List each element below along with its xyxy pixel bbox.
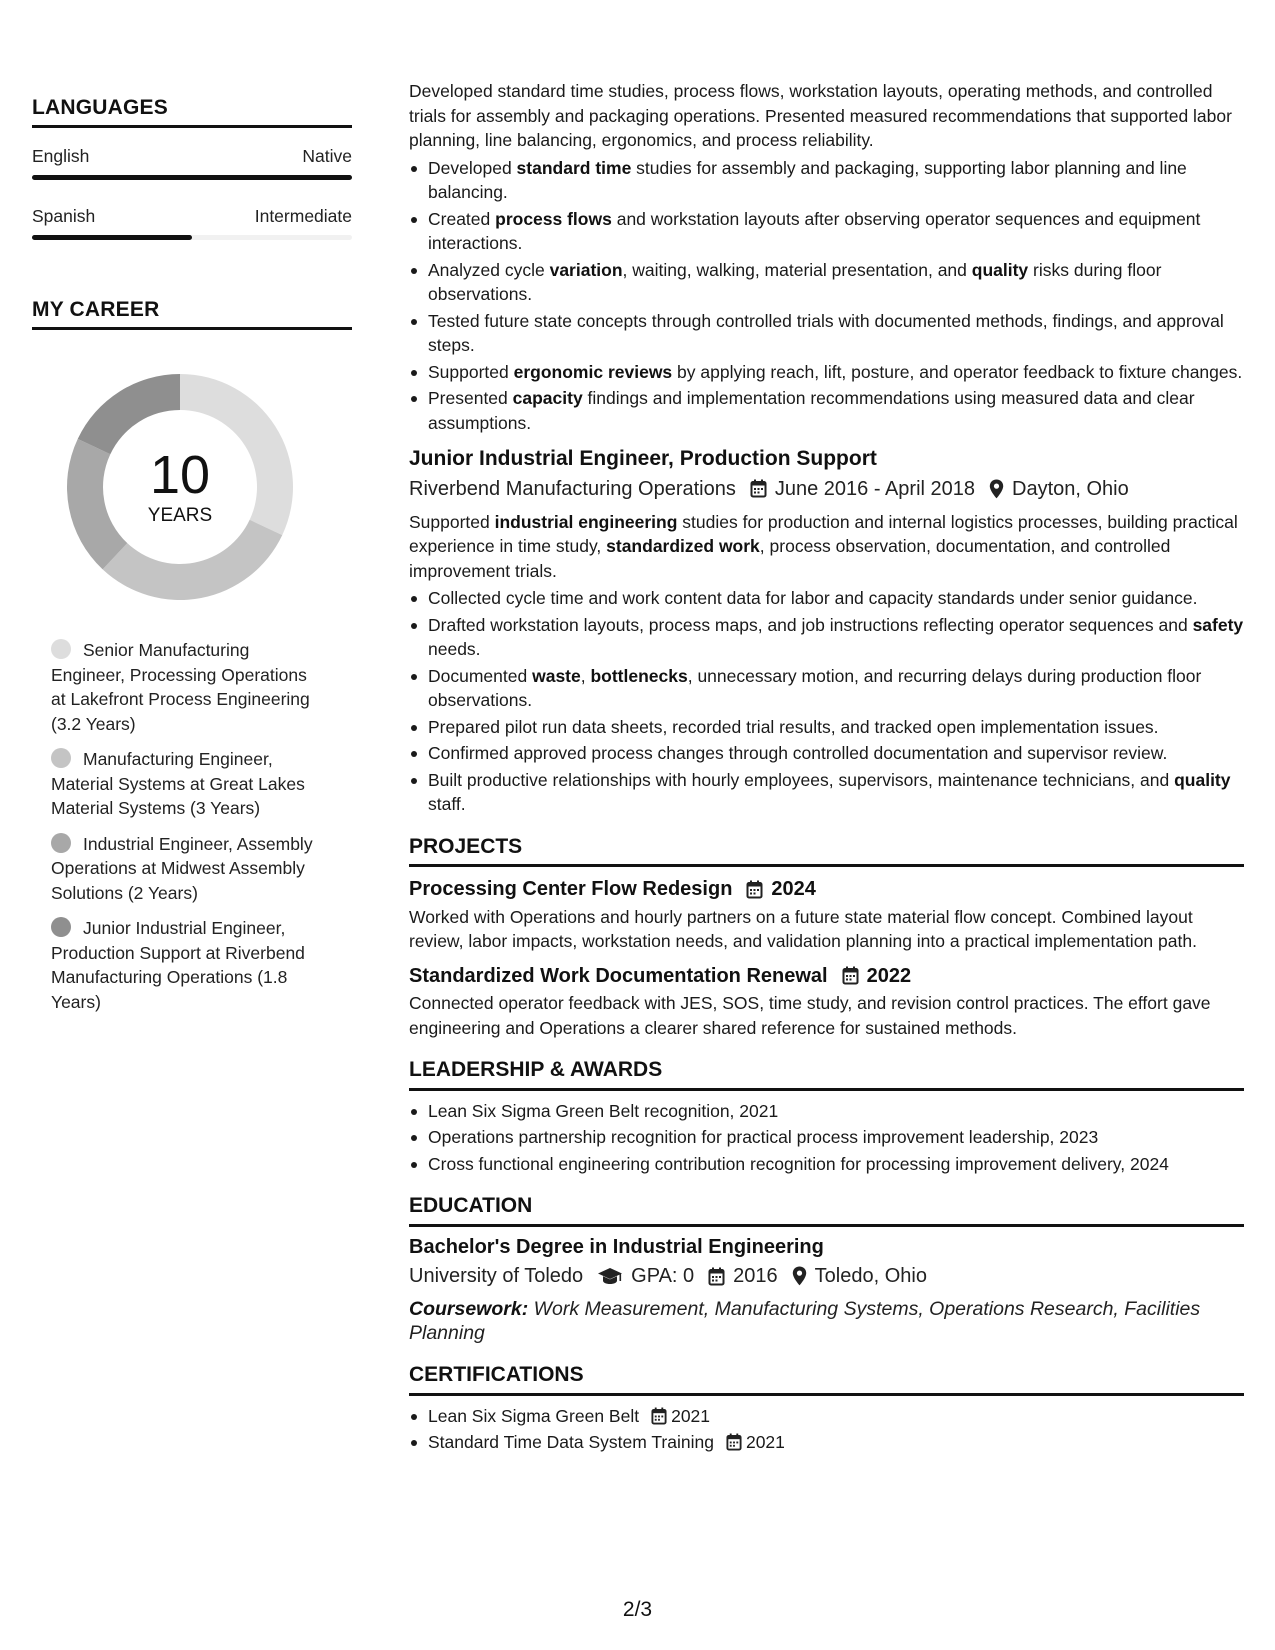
left-column bbox=[32, 96, 352, 1025]
projects-heading: PROJECTS bbox=[409, 835, 1244, 868]
award-item: Operations partnership recognition for practical process improvement leadership, 2023 bbox=[409, 1125, 1244, 1150]
language-name: Spanish bbox=[32, 206, 96, 226]
job-bullet: Created process flows and workstation layouts after observing operator sequences and equipment interactions. bbox=[409, 207, 1244, 256]
language-level: Native bbox=[302, 146, 352, 166]
page-number: 2/3 bbox=[622, 1598, 653, 1621]
legend-item bbox=[51, 916, 322, 1014]
company-name: Riverbend Manufacturing Operations bbox=[409, 477, 736, 500]
certification-year: 2021 bbox=[671, 1405, 711, 1426]
education-location: Toledo, Ohio bbox=[814, 1265, 927, 1287]
legend-label: Manufacturing Engineer, Material Systems at Great Lakes Material Systems (3 Years) bbox=[51, 749, 305, 818]
location-pin-icon bbox=[792, 1266, 807, 1286]
legend-item bbox=[51, 747, 322, 821]
coursework-text: Work Measurement, Manufacturing Systems, Operations Research, Facilities Planning bbox=[409, 1298, 1201, 1344]
legend-swatch bbox=[51, 833, 71, 853]
project-description: Connected operator feedback with JES, SOS, time study, and revision control practices. The effort gave engineering and Operations a clearer shared reference for sustained methods. bbox=[409, 993, 1211, 1038]
graduation-cap-icon bbox=[597, 1267, 623, 1285]
job-bullet: Documented waste, bottlenecks, unnecessary motion, and recurring delays during production floor observations. bbox=[409, 664, 1244, 713]
project-year: 2022 bbox=[866, 964, 912, 987]
legend-swatch bbox=[51, 917, 71, 937]
job-dates: June 2016 - April 2018 bbox=[774, 477, 976, 500]
job-summary: Supported industrial engineering studies for production and internal logistics processes, building practical experience in time study, standardized work, process observation, documentation, and controlled improvement trials. bbox=[409, 511, 1238, 581]
job-bullet: Built productive relationships with hourly employees, supervisors, maintenance technicians, and quality staff. bbox=[409, 768, 1244, 817]
awards-section bbox=[409, 1058, 1244, 1176]
job-bullet: Supported ergonomic reviews by applying reach, lift, posture, and operator feedback to fixture changes. bbox=[409, 360, 1244, 385]
project-item bbox=[409, 964, 1244, 1041]
donut-center bbox=[65, 372, 295, 602]
legend-item bbox=[51, 832, 322, 906]
experience-continued bbox=[409, 79, 1244, 435]
certification-name: Standard Time Data System Training bbox=[428, 1432, 714, 1452]
certifications-list bbox=[409, 1404, 1244, 1455]
language-level: Intermediate bbox=[254, 206, 352, 226]
education-meta bbox=[409, 1261, 1244, 1291]
career-heading: MY CAREER bbox=[32, 298, 352, 330]
coursework-label: Coursework: bbox=[409, 1298, 529, 1320]
job-bullet: Drafted workstation layouts, process maps, and job instructions reflecting operator sequences and safety needs. bbox=[409, 613, 1244, 662]
language-bar bbox=[32, 175, 352, 180]
language-bar-fill bbox=[32, 235, 192, 240]
calendar-icon bbox=[651, 1407, 667, 1425]
legend-swatch bbox=[51, 639, 71, 659]
legend-swatch bbox=[51, 748, 71, 768]
location-pin-icon bbox=[989, 479, 1004, 499]
job-meta bbox=[409, 474, 1244, 504]
language-item bbox=[32, 206, 352, 240]
calendar-icon bbox=[708, 1267, 725, 1286]
career-legend bbox=[32, 638, 322, 1014]
job-bullets bbox=[409, 586, 1244, 817]
job-summary: Developed standard time studies, process flows, workstation layouts, operating methods, and controlled trials for assembly and packaging operations. Presented measured recommendations that supported labor planning, line balancing, ergonomics, and process reliability. bbox=[409, 81, 1232, 150]
job-bullet: Developed standard time studies for assembly and packaging, supporting labor planning and line balancing. bbox=[409, 156, 1244, 205]
job-bullet: Prepared pilot run data sheets, recorded trial results, and tracked open implementation issues. bbox=[409, 715, 1244, 740]
project-description: Worked with Operations and hourly partners on a future state material flow concept. Combined layout review, labor impacts, workstation needs, and validation planning into a practical implementation path. bbox=[409, 906, 1197, 951]
degree-title: Bachelor's Degree in Industrial Engineering bbox=[409, 1235, 824, 1258]
awards-list bbox=[409, 1099, 1244, 1177]
certifications-section bbox=[409, 1363, 1244, 1455]
job-bullet: Tested future state concepts through controlled trials with documented methods, findings, and approval steps. bbox=[409, 309, 1244, 358]
job-bullet: Analyzed cycle variation, waiting, walking, material presentation, and quality risks during floor observations. bbox=[409, 258, 1244, 307]
career-section bbox=[32, 298, 352, 1014]
calendar-icon bbox=[842, 966, 859, 985]
language-name: English bbox=[32, 146, 90, 166]
calendar-icon bbox=[726, 1433, 742, 1451]
calendar-icon bbox=[750, 479, 767, 498]
language-item bbox=[32, 146, 352, 180]
education-heading: EDUCATION bbox=[409, 1194, 1244, 1227]
education-year: 2016 bbox=[733, 1265, 778, 1287]
career-total-years: 10 bbox=[149, 445, 211, 505]
awards-heading: LEADERSHIP & AWARDS bbox=[409, 1058, 1244, 1091]
certification-item bbox=[409, 1430, 1244, 1455]
award-item: Lean Six Sigma Green Belt recognition, 2021 bbox=[409, 1099, 1244, 1124]
experience-item bbox=[409, 447, 1244, 817]
job-bullet: Presented capacity findings and implementation recommendations using measured data and clear assumptions. bbox=[409, 386, 1244, 435]
job-location: Dayton, Ohio bbox=[1012, 477, 1129, 500]
legend-label: Industrial Engineer, Assembly Operations at Midwest Assembly Solutions (2 Years) bbox=[51, 833, 313, 903]
languages-heading: LANGUAGES bbox=[32, 96, 352, 128]
certification-name: Lean Six Sigma Green Belt bbox=[428, 1405, 640, 1426]
coursework bbox=[409, 1297, 1244, 1345]
education-gpa: GPA: 0 bbox=[631, 1265, 695, 1287]
school-name: University of Toledo bbox=[409, 1265, 584, 1287]
projects-section bbox=[409, 835, 1244, 1041]
career-years-label: YEARS bbox=[147, 505, 213, 526]
legend-item bbox=[51, 638, 322, 736]
language-bar bbox=[32, 235, 352, 240]
language-bar-fill bbox=[32, 175, 352, 180]
job-bullet: Confirmed approved process changes through controlled documentation and supervisor review. bbox=[409, 741, 1244, 766]
certifications-heading: CERTIFICATIONS bbox=[409, 1363, 1244, 1396]
certification-year: 2021 bbox=[745, 1432, 785, 1452]
career-donut-chart bbox=[65, 372, 295, 602]
calendar-icon bbox=[746, 880, 763, 899]
job-title: Junior Industrial Engineer, Production Support bbox=[409, 447, 877, 470]
award-item: Cross functional engineering contribution recognition for processing improvement delivery, 2024 bbox=[409, 1152, 1244, 1177]
right-column bbox=[409, 79, 1244, 1457]
job-bullet: Collected cycle time and work content data for labor and capacity standards under senior guidance. bbox=[409, 586, 1244, 611]
project-year: 2024 bbox=[771, 878, 816, 900]
job-bullets bbox=[409, 156, 1244, 436]
education-section bbox=[409, 1194, 1244, 1345]
languages-section bbox=[32, 96, 352, 240]
legend-label: Junior Industrial Engineer, Production Support at Riverbend Manufacturing Operations (1.8 Years) bbox=[51, 918, 305, 1012]
legend-label: Senior Manufacturing Engineer, Processing Operations at Lakefront Process Engineering (3.2 Years) bbox=[51, 640, 310, 734]
certification-item bbox=[409, 1404, 1244, 1429]
project-item bbox=[409, 877, 1244, 954]
project-name: Processing Center Flow Redesign bbox=[409, 878, 733, 900]
language-list bbox=[32, 146, 352, 240]
project-name: Standardized Work Documentation Renewal bbox=[409, 964, 828, 987]
